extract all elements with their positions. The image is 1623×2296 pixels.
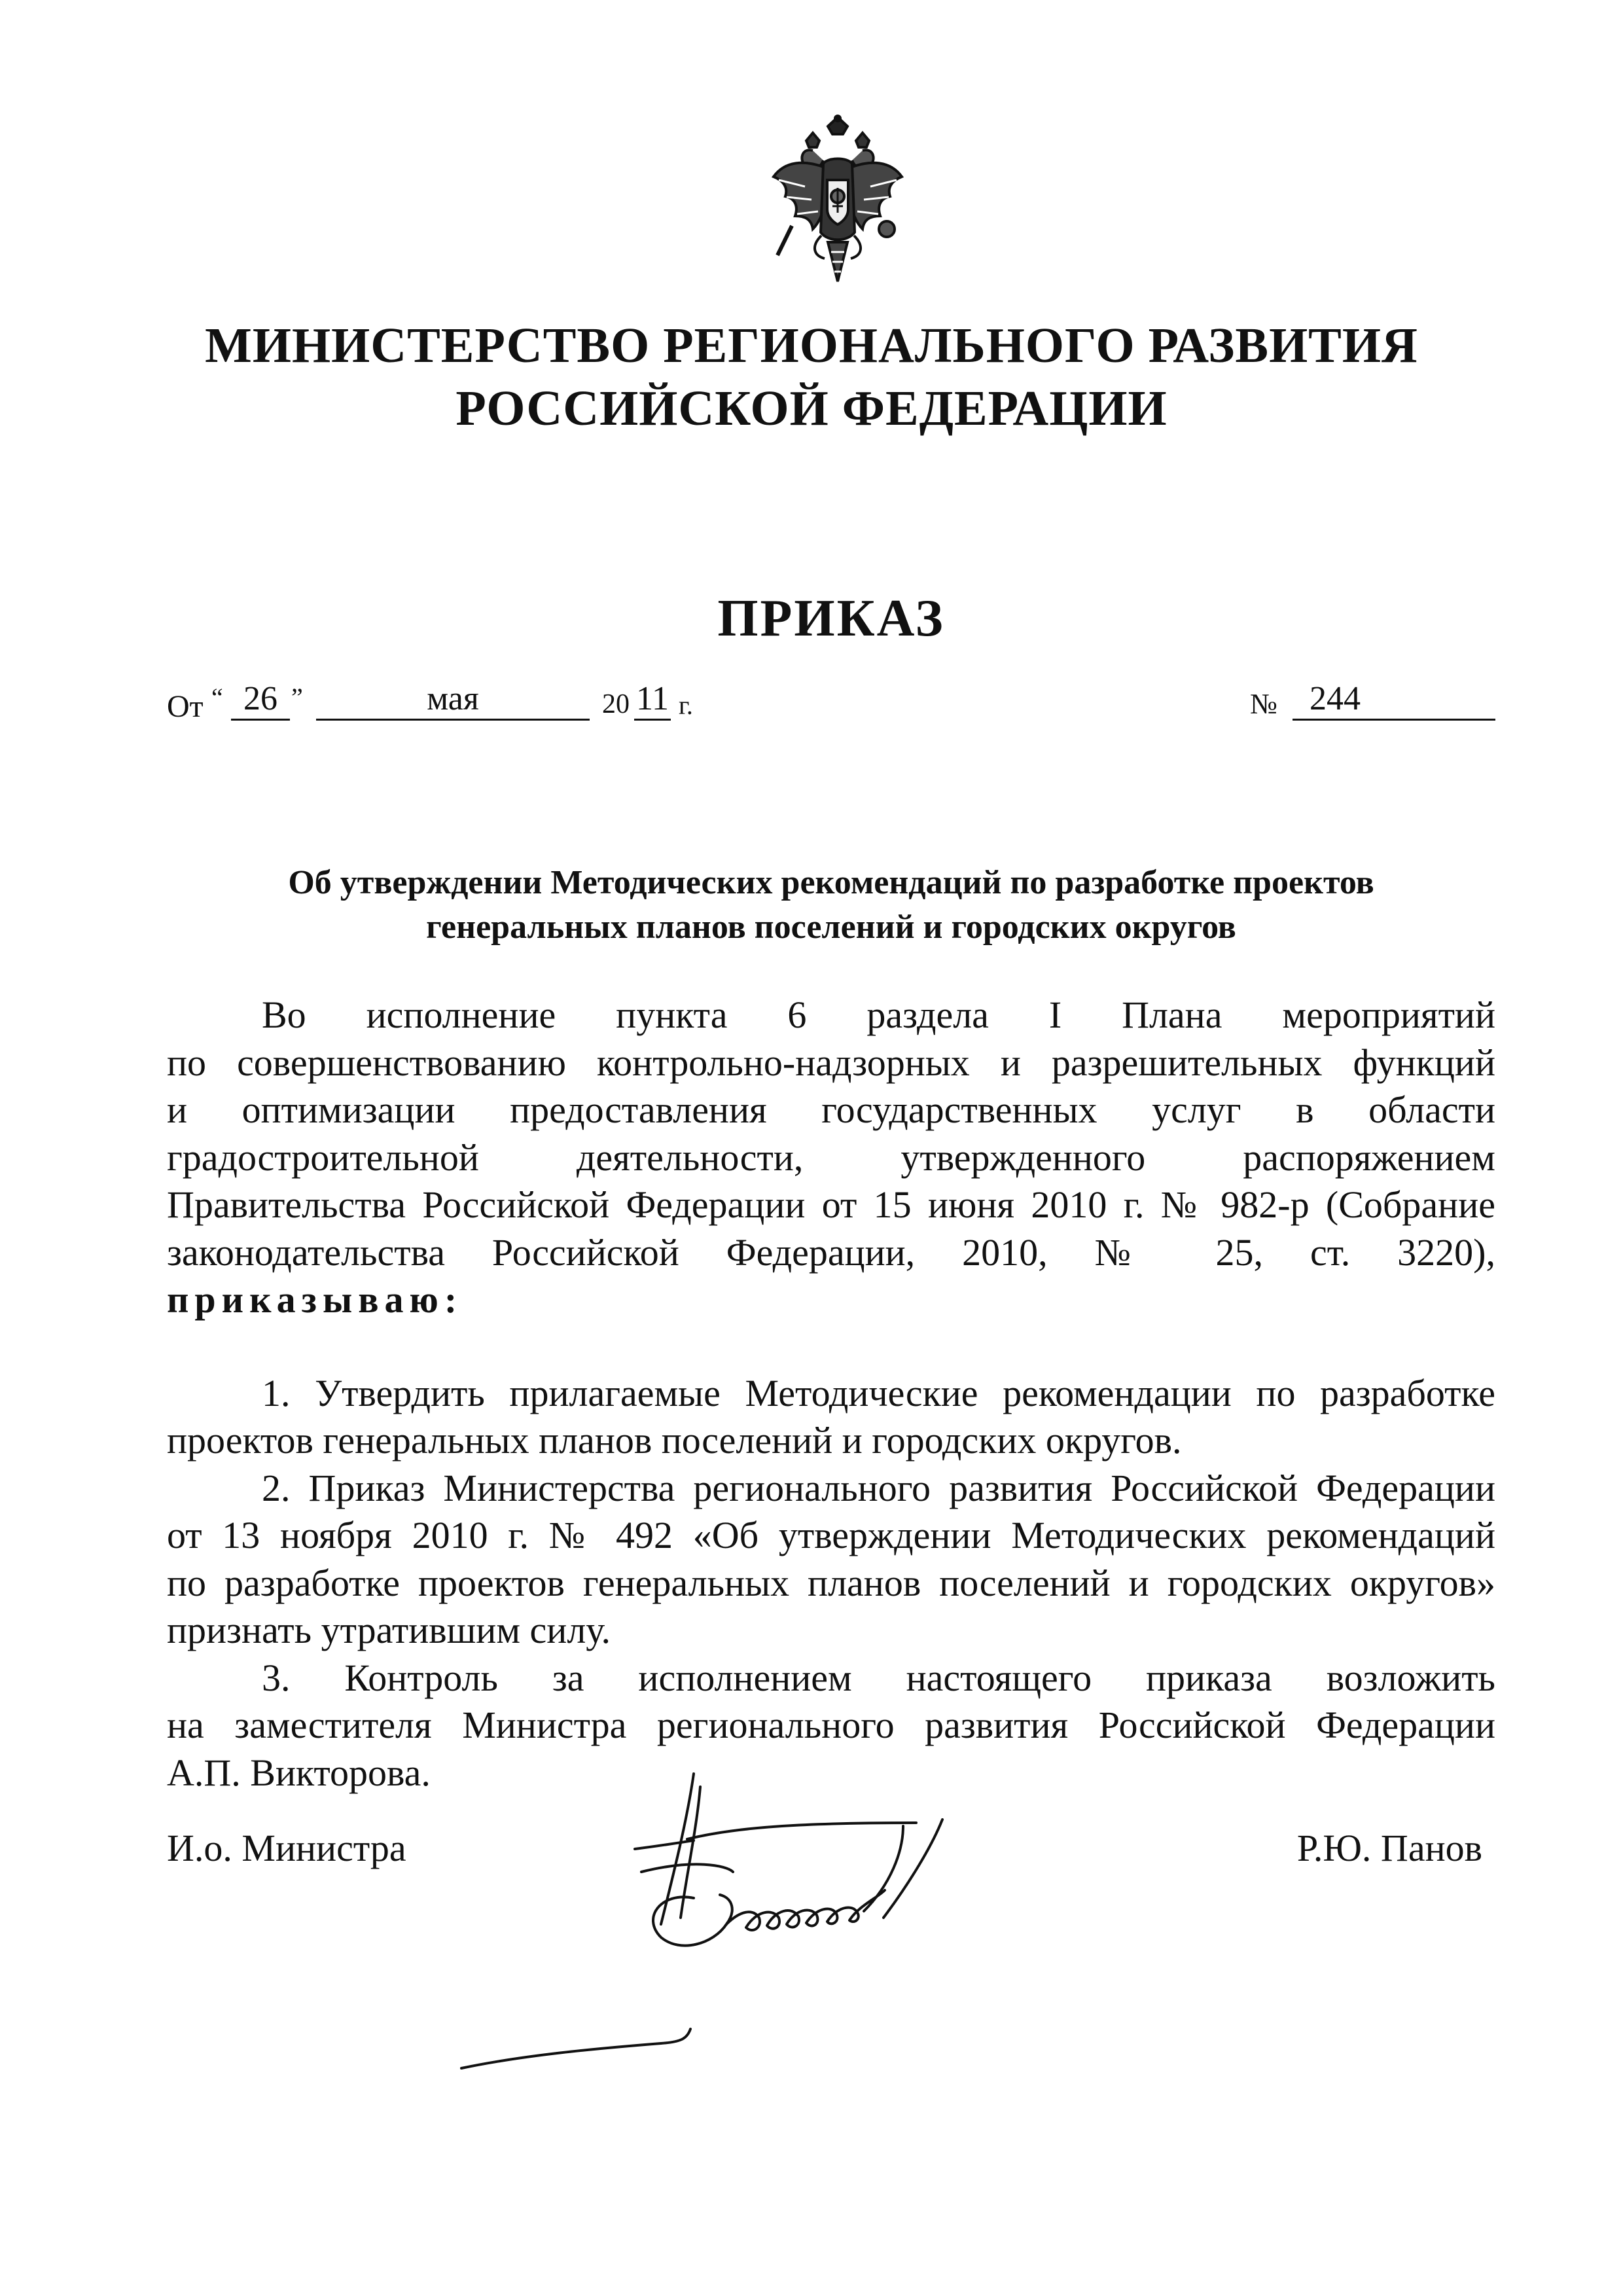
signer-position: И.о. Министра (167, 1827, 406, 1869)
subject-line-1: Об утверждении Методических рекомендаций по разработке проектов (288, 864, 1374, 901)
date-prefix: От (167, 689, 204, 724)
order-number: 244 (1310, 680, 1361, 717)
item-2-line: от 13 ноября 2010 г. № 492 «Об утверждении Методических рекомендаций (167, 1514, 1495, 1556)
handwritten-signature-icon (445, 1761, 1191, 2088)
preamble-line: Во исполнение пункта 6 раздела I Плана мероприятий (262, 994, 1495, 1036)
item-2-line: по разработке проектов генеральных планов поселений и городских округов» (167, 1561, 1495, 1604)
quote-open: “ (211, 683, 223, 712)
item-1-line: 1. Утвердить прилагаемые Методические рекомендации по разработке (262, 1371, 1495, 1414)
ministry-line-1: МИНИСТЕРСТВО РЕГИОНАЛЬНОГО РАЗВИТИЯ (205, 318, 1418, 373)
ministry-header (164, 314, 1459, 440)
order-body (167, 992, 1495, 1797)
order-year: 11 (635, 680, 669, 717)
preamble-line: градостроительной деятельности, утвержденного распоряжением (167, 1136, 1495, 1179)
preamble-line: по совершенствованию контрольно-надзорных и разрешительных функций (167, 1041, 1495, 1084)
order-subject (167, 861, 1495, 950)
item-1-line: проектов генеральных планов поселений и городских округов. (167, 1419, 1182, 1462)
item-3-line: 3. Контроль за исполнением настоящего приказа возложить (262, 1656, 1495, 1699)
item-2-line: 2. Приказ Министерства регионального развития Российской Федерации (262, 1466, 1495, 1509)
order-day: 26 (243, 680, 277, 717)
month-underline (316, 719, 590, 721)
item-3-line: на заместителя Министра регионального развития Российской Федерации (167, 1704, 1495, 1746)
order-date-line (167, 674, 1495, 740)
signer-name: Р.Ю. Панов (1296, 1827, 1482, 1869)
order-title: ПРИКАЗ (717, 590, 945, 647)
year-prefix: 20 (602, 689, 630, 719)
russian-double-headed-eagle-icon (766, 115, 910, 285)
order-command: приказываю: (167, 1278, 463, 1321)
year-underline (634, 719, 671, 721)
quote-close: ” (291, 683, 303, 712)
number-underline (1293, 719, 1495, 721)
preamble-line: законодательства Российской Федерации, 2010, № 25, ст. 3220), (167, 1230, 1495, 1274)
number-label: № (1250, 688, 1277, 720)
item-2-line: признать утратившим силу. (167, 1609, 611, 1651)
preamble-line: и оптимизации предоставления государственных услуг в области (167, 1088, 1495, 1131)
preamble-line: Правительства Российской Федерации от 15 июня 2010 г. № 982-р (Собрание (167, 1183, 1495, 1226)
item-3-line: А.П. Викторова. (167, 1751, 431, 1794)
day-underline (231, 719, 290, 721)
subject-line-2: генеральных планов поселений и городских округов (426, 908, 1236, 946)
ministry-line-2: РОССИЙСКОЙ ФЕДЕРАЦИИ (455, 381, 1168, 436)
order-month: мая (427, 680, 479, 717)
year-abbr: г. (679, 691, 693, 720)
